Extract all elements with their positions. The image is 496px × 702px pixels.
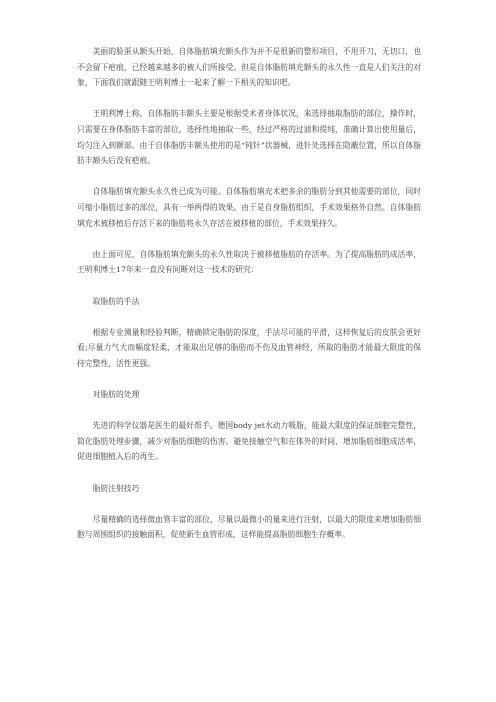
section-heading-harvest: 取脂肪的手法 <box>92 296 140 306</box>
document-body <box>77 44 421 543</box>
paragraph-gap <box>77 465 421 481</box>
section-heading-processing: 对脂肪的处理 <box>92 390 140 400</box>
paragraph-processing: 先进的科学仪器是医生的最好帮手。德国body jet水动力吸脂，能最大限度的保证细胞完整性，简化脂肪处理步骤，减少对脂肪细胞的伤害。避免接触空气和在体外的时间，增加脂肪细胞成活率，促进细胞植入后的再生。 <box>77 421 421 462</box>
paragraph-gap <box>77 278 421 294</box>
paragraph-gap <box>77 91 421 107</box>
paragraph-gap <box>77 309 421 325</box>
section-heading-injection: 脂肪注射技巧 <box>92 483 140 493</box>
paragraph-intro: 美丽的脸蛋从额头开始，自体脂肪填充额头作为并不是很新的整形项目，不用开刀，无切口，也不会留下疤痕，已经越来越多的被人们所接受。但是自体脂肪填充额头的永久性一直是人们关注的对象，下面我们就跟随王明利博士一起来了解一下相关的知识吧。 <box>77 47 421 88</box>
paragraph-survival-rate: 由上面可见，自体脂肪填充额头的永久性取决于被移植脂肪的存活率。为了提高脂肪的成活率，王明利博士17年来一直没有间断对这一技术的研究： <box>77 249 421 275</box>
paragraph-gap <box>77 371 421 387</box>
paragraph-gap <box>77 231 421 247</box>
paragraph-injection: 尽量精确的选择微血管丰富的部位，尽量以最微小的量来进行注射，以最大的限度来增加脂肪细胞与周围组织的接触面积，促使新生血管形成，这样能提高脂肪细胞生存概率。 <box>77 514 421 540</box>
paragraph-gap <box>77 496 421 512</box>
paragraph-gap <box>77 403 421 419</box>
paragraph-procedure: 王明利博士称，自体脂肪丰额头主要是根据受术者身体状况，来选择抽取脂肪的部位，操作时，只需要在身体脂肪丰富的部位，选择性地抽取一些，经过严格的过滤和提纯，准确计算出使用量后，均匀注入到额部。由于自体脂肪丰额头使用的是“钝针”状器械，进针处选择在隐蔽位置，所以自体脂肪丰额头后没有疤痕。 <box>77 109 421 166</box>
paragraph-permanence: 自体脂肪填充额头永久性已成为可能。自体脂肪填充术把多余的脂肪分到其他需要的部位，同时可缩小脂肪过多的部位，具有一举两得的效果。由于是自身脂肪组织，手术效果格外自然。自体脂肪填充术被移植后存活下来的脂肪将永久存活在被移植的部位，手术效果持久。 <box>77 187 421 228</box>
paragraph-gap <box>77 169 421 185</box>
paragraph-harvest: 根据专业测量和经验判断，精确锁定脂肪的深度，手法尽可能的平滑，这样恢复后的皮肤会更好看;尽量力气大而幅度轻柔，才能取出足够的脂肪而不伤及血管神经，所取的脂肪才能最大限度的保持完整性，活性更强。 <box>77 327 421 368</box>
